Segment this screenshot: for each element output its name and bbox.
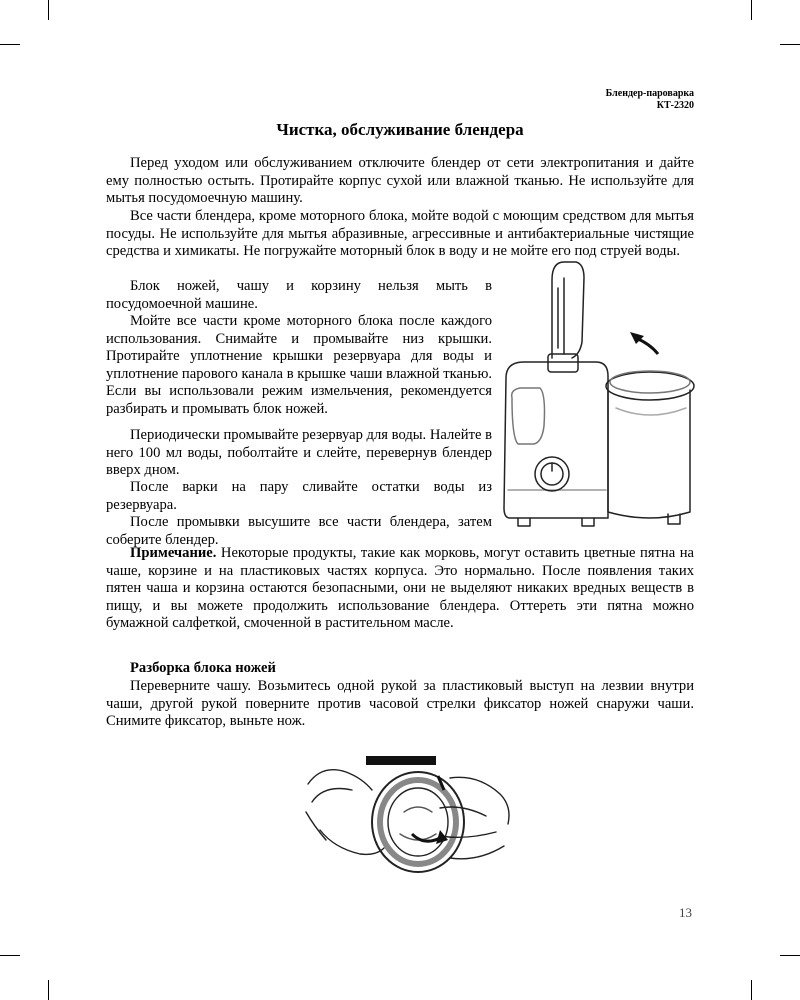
page-title: Чистка, обслуживание блендера — [276, 120, 524, 139]
crop-mark — [751, 0, 752, 20]
header-product: Блендер-пароварка — [605, 88, 694, 99]
paragraph-2: Все части блендера, кроме моторного блока, мойте водой с моющим средством для мытья посуды. Не используйте для мытья абразивные, агрессивные и антибактериальные чистящие средства и химикаты. Не погружайте моторный блок в воду и не мойте его под струей воды. — [106, 208, 694, 260]
note-text: Некоторые продукты, такие как морковь, могут оставить цветные пятна на чаше, корзине и на пластиковых частях корпуса. Это нормально. После появления таких пятен чаша и корзина остаются безопасными, они не выделяют никаких вредных веществ в пищу, и вы можете продолжить использование блендера. Оттереть эти пятна можно бумажной салфеткой, смоченной в растительном масле. — [106, 545, 694, 632]
crop-mark — [780, 955, 800, 956]
subsection-title: Разборка блока ножей — [130, 660, 276, 676]
paragraph-3: Блок ножей, чашу и корзину нельзя мыть в посудомоечной машине. — [106, 278, 492, 312]
note-label: Примечание. — [130, 545, 217, 561]
paragraph-4: Мойте все части кроме моторного блока после каждого использования. Снимайте и промывайте низ крышки. Протирайте уплотнение крышки резервуара для воды и уплотнение парового канала в крышке чаши влажной тканью. Если вы использовали режим измельчения, рекомендуется разбирать и промывать блок ножей. — [106, 313, 492, 417]
blender-steamer-illustration — [500, 258, 698, 538]
subsection-text: Переверните чашу. Возьмитесь одной рукой за пластиковый выступ на лезвии внутри чаши, другой рукой поверните против часовой стрелки фиксатор ножей снаружи чаши. Снимите фиксатор, выньте нож. — [106, 678, 694, 730]
paragraph-1: Перед уходом или обслуживанием отключите блендер от сети электропитания и дайте ему полностью остыть. Протирайте корпус сухой или влажной тканью. Не используйте для мытья посудомоечную машину. — [106, 155, 694, 207]
crop-mark — [48, 980, 49, 1000]
page-number: 13 — [679, 905, 692, 920]
crop-mark — [48, 0, 49, 20]
paragraph-7: После промывки высушите все части блендера, затем соберите блендер. — [106, 514, 492, 548]
blade-removal-illustration — [300, 750, 520, 885]
note-paragraph — [106, 545, 694, 633]
crop-mark — [780, 44, 800, 45]
paragraph-5: Периодически промывайте резервуар для воды. Налейте в него 100 мл воды, поболтайте и слейте, перевернув блендер вверх дном. — [106, 427, 492, 479]
header-model: КТ-2320 — [656, 100, 694, 111]
running-header — [606, 88, 694, 112]
crop-mark — [751, 980, 752, 1000]
crop-mark — [0, 955, 20, 956]
crop-mark — [0, 44, 20, 45]
paragraph-6: После варки на пару сливайте остатки воды из резервуара. — [106, 479, 492, 513]
